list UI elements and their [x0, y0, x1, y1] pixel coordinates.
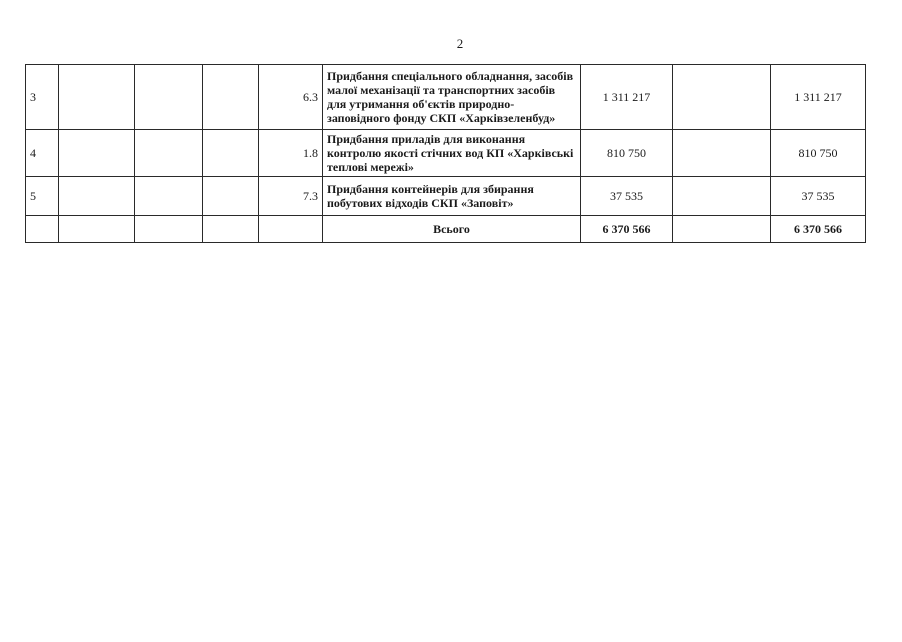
- total-amount-cell: 6 370 566: [581, 216, 673, 243]
- empty-cell: [59, 65, 135, 130]
- empty-cell: [203, 130, 259, 177]
- table-row: [26, 130, 866, 177]
- extra-cell: [673, 130, 771, 177]
- empty-cell: [26, 216, 59, 243]
- empty-cell: [59, 177, 135, 216]
- empty-cell: [135, 177, 203, 216]
- table-row: [26, 177, 866, 216]
- total-cell: 810 750: [771, 130, 866, 177]
- empty-cell: [135, 65, 203, 130]
- empty-cell: [259, 216, 323, 243]
- row-number-cell: 3: [26, 65, 59, 130]
- empty-cell: [673, 216, 771, 243]
- budget-table: [25, 64, 866, 243]
- amount-cell: 37 535: [581, 177, 673, 216]
- code-cell: 7.3: [259, 177, 323, 216]
- amount-cell: 1 311 217: [581, 65, 673, 130]
- description-cell: Придбання приладів для виконання контролю якості стічних вод КП «Харківські теплові мережі»: [323, 130, 581, 177]
- total-label: Всього: [323, 216, 581, 243]
- description-cell: Придбання спеціального обладнання, засобів малої механізації та транспортних засобів для утримання об'єктів природно-заповідного фонду СКП «Харківзеленбуд»: [323, 65, 581, 130]
- total-row: [26, 216, 866, 243]
- page-number: 2: [456, 36, 464, 51]
- empty-cell: [203, 177, 259, 216]
- amount-cell: 810 750: [581, 130, 673, 177]
- empty-cell: [203, 216, 259, 243]
- empty-cell: [203, 65, 259, 130]
- empty-cell: [59, 216, 135, 243]
- empty-cell: [59, 130, 135, 177]
- code-cell: 1.8: [259, 130, 323, 177]
- extra-cell: [673, 65, 771, 130]
- total-cell: 1 311 217: [771, 65, 866, 130]
- empty-cell: [135, 216, 203, 243]
- row-number-cell: 5: [26, 177, 59, 216]
- total-cell: 37 535: [771, 177, 866, 216]
- code-cell: 6.3: [259, 65, 323, 130]
- grand-total-cell: 6 370 566: [771, 216, 866, 243]
- row-number-cell: 4: [26, 130, 59, 177]
- description-cell: Придбання контейнерів для збирання побутових відходів СКП «Заповіт»: [323, 177, 581, 216]
- empty-cell: [135, 130, 203, 177]
- extra-cell: [673, 177, 771, 216]
- table-row: [26, 65, 866, 130]
